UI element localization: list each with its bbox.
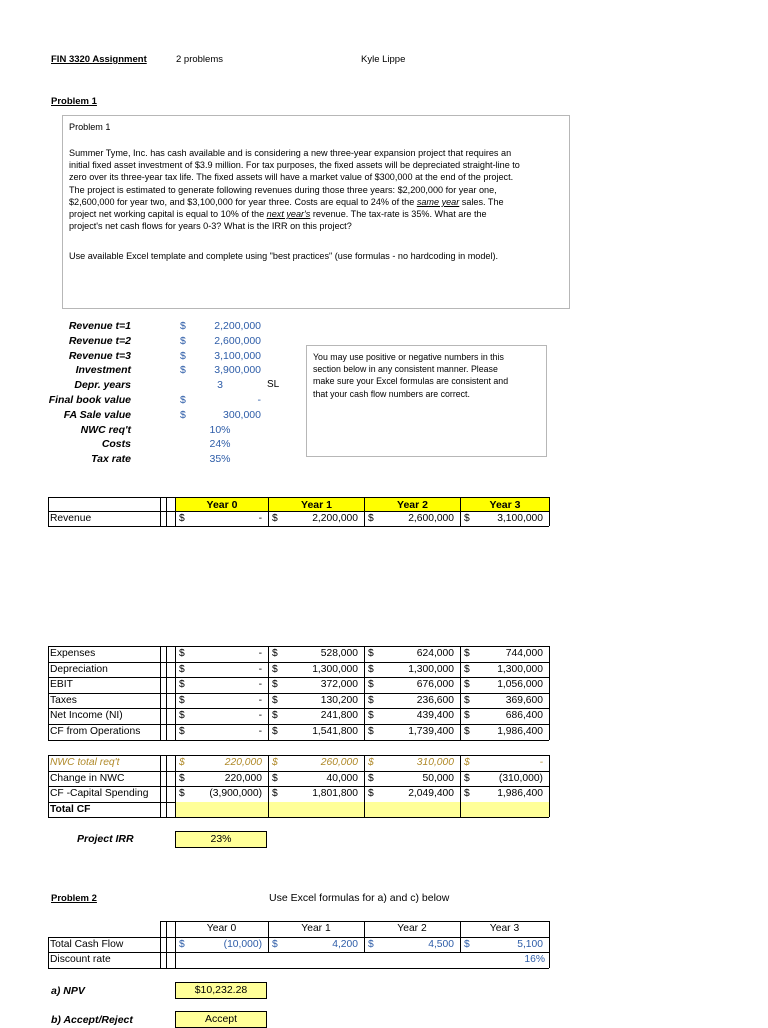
cell-value: (3,900,000) [209, 788, 262, 800]
input-dollar: $ [180, 394, 186, 406]
grid-line [268, 755, 269, 817]
cell-value: 310,000 [416, 757, 454, 768]
dollar-sign: $ [272, 757, 278, 768]
problem2-heading: Problem 2 [51, 893, 97, 904]
npv-label: a) NPV [51, 985, 85, 997]
irr-value: 23% [175, 831, 267, 848]
description-line: The project is estimated to generate following revenues during those three years: $2,200,000 for year one, [69, 184, 497, 195]
grid-line [175, 921, 176, 968]
input-label: Costs [101, 438, 131, 451]
grid-line [364, 921, 365, 952]
note-text: You may use positive or negative numbers in this section below in any consistent manner. Please make sure your Excel formulas are consistent and that your cash flow numbers are correct. [313, 352, 509, 399]
problem1-heading: Problem 1 [51, 96, 97, 107]
row-label: CF from Operations [50, 726, 141, 737]
grid-line [48, 526, 549, 527]
input-value: 35% [209, 453, 231, 466]
grid-line [48, 497, 49, 526]
npv-value: $10,232.28 [175, 982, 267, 999]
grid-line [166, 497, 167, 526]
input-value: - [257, 394, 261, 406]
grid-line [175, 755, 176, 817]
year-header: Year 3 [460, 497, 550, 512]
grid-line [48, 937, 49, 968]
year-header: Year 2 [364, 497, 461, 512]
problem2-instruction: Use Excel formulas for a) and c) below [269, 892, 450, 904]
year-header: Year 1 [268, 497, 365, 512]
cell-value: 130,200 [320, 694, 358, 706]
dollar-sign: $ [368, 648, 374, 659]
dollar-sign: $ [179, 726, 185, 737]
row-label: CF -Capital Spending [50, 788, 149, 800]
grid-line [549, 646, 550, 740]
dollar-sign: $ [464, 772, 470, 784]
grid-line [364, 755, 365, 817]
row-label: Discount rate [50, 954, 111, 965]
row-label: Taxes [50, 694, 77, 706]
grid-line [166, 921, 167, 968]
grid-line [48, 755, 49, 817]
row-label: Depreciation [50, 663, 108, 675]
dollar-sign: $ [464, 663, 470, 675]
cell-value: 220,000 [224, 772, 262, 784]
dollar-sign: $ [368, 788, 374, 800]
grid-line [166, 755, 167, 817]
cell-value: 1,986,400 [497, 788, 543, 800]
input-dollar: $ [180, 364, 186, 377]
cell-value: 4,200 [332, 938, 358, 950]
cell-value: 220,000 [224, 757, 262, 768]
cell-value: 1,300,000 [408, 663, 454, 675]
irr-label: Project IRR [77, 833, 134, 845]
dollar-sign: $ [272, 513, 278, 524]
cell-value: 676,000 [416, 679, 454, 691]
emphasis-next-year: next year's [266, 209, 311, 220]
cell-value: 2,600,000 [408, 513, 454, 524]
grid-line [549, 921, 550, 968]
grid-line [48, 952, 549, 953]
cell-value: - [258, 648, 262, 659]
dollar-sign: $ [272, 694, 278, 706]
row-label: EBIT [50, 679, 73, 691]
dollar-sign: $ [272, 710, 278, 722]
row-label: Revenue [50, 513, 92, 524]
dollar-sign: $ [272, 663, 278, 675]
description-line: initial fixed asset investment of $3.9 million. For tax purposes, the fixed assets will be depreciated straight-line to [69, 160, 520, 171]
dollar-sign: $ [179, 772, 185, 784]
cell-value: 236,600 [416, 694, 454, 706]
row-label: Net Income (NI) [50, 710, 123, 722]
dollar-sign: $ [464, 513, 470, 524]
cell-value: 686,400 [505, 710, 543, 722]
problem1-description [69, 147, 569, 232]
row-label: Total Cash Flow [50, 938, 124, 950]
dollar-sign: $ [368, 772, 374, 784]
description-line: zero over its three-year tax life. The fixed assets will have a market value of $300,000 at the end of the project. [69, 172, 514, 183]
problem1-description-box [62, 115, 570, 309]
dollar-sign: $ [464, 757, 470, 768]
cell-value: 624,000 [416, 648, 454, 659]
row-label: Expenses [50, 648, 96, 659]
dollar-sign: $ [179, 788, 185, 800]
cell-value: (310,000) [498, 772, 543, 784]
dollar-sign: $ [272, 938, 278, 950]
dollar-sign: $ [368, 726, 374, 737]
dollar-sign: $ [368, 694, 374, 706]
problems-count: 2 problems [176, 54, 223, 65]
grid-line [175, 646, 176, 740]
input-value: 3,900,000 [214, 364, 261, 377]
cell-value: 5,100 [517, 938, 543, 950]
cell-value: 369,600 [505, 694, 543, 706]
grid-line [160, 646, 161, 740]
year-header: Year 2 [397, 923, 427, 934]
cell-value: 40,000 [326, 772, 358, 784]
cell-value: - [258, 663, 262, 675]
decision-label: b) Accept/Reject [51, 1014, 133, 1026]
grid-line [364, 511, 365, 526]
cell-value: 4,500 [428, 938, 454, 950]
cell-value [189, 803, 262, 817]
discount-rate-value: 16% [524, 954, 545, 965]
description-line: project's net cash flows for years 0-3? What is the IRR on this project? [69, 221, 352, 232]
input-label: NWC req't [80, 423, 131, 436]
dollar-sign: $ [368, 663, 374, 675]
grid-line [48, 740, 549, 741]
grid-line [48, 497, 175, 498]
cell-value [474, 803, 543, 817]
input-value: 3 [217, 379, 223, 392]
year-header: Year 3 [489, 923, 520, 934]
dollar-sign: $ [368, 710, 374, 722]
input-value: 2,200,000 [214, 320, 261, 332]
cell-value: 528,000 [320, 648, 358, 659]
emphasis-same-year: same year [416, 196, 460, 207]
year-header: Year 0 [175, 497, 269, 512]
grid-line [48, 968, 549, 969]
cell-value: (10,000) [223, 938, 262, 950]
grid-line [48, 817, 549, 818]
input-dollar: $ [180, 349, 186, 362]
grid-line [460, 755, 461, 817]
grid-line [166, 646, 167, 740]
dollar-sign: $ [272, 679, 278, 691]
problem1-instruction: Use available Excel template and complete using "best practices" (use formulas - no hardcoding in model). [69, 251, 499, 261]
dollar-sign: $ [368, 679, 374, 691]
cell-value: - [539, 757, 543, 768]
cell-value: 3,100,000 [497, 513, 543, 524]
input-label: Tax rate [91, 453, 131, 466]
cell-value [282, 803, 358, 817]
input-label: Revenue t=2 [68, 334, 131, 347]
input-value: 10% [209, 423, 231, 436]
input-value: 300,000 [223, 408, 261, 421]
row-label: Change in NWC [50, 772, 125, 784]
grid-line [460, 921, 461, 952]
cell-value: 241,800 [320, 710, 358, 722]
cell-value: - [258, 726, 262, 737]
description-line: $2,600,000 for year two, and $3,100,000 for year three. Costs are equal to 24% of the same year sales. The [69, 196, 504, 207]
dollar-sign: $ [464, 694, 470, 706]
grid-line [549, 511, 550, 526]
description-line: Summer Tyme, Inc. has cash available and is considering a new three-year expansion project that requires an [69, 148, 512, 158]
grid-line [48, 646, 49, 740]
dollar-sign: $ [179, 513, 185, 524]
cell-value: 1,300,000 [312, 663, 358, 675]
grid-line [48, 937, 549, 938]
input-value: 3,100,000 [214, 349, 261, 362]
dollar-sign: $ [464, 938, 470, 950]
cell-value: 439,400 [416, 710, 454, 722]
dollar-sign: $ [368, 757, 374, 768]
decision-value: Accept [175, 1011, 267, 1028]
input-value: 24% [209, 438, 231, 451]
cell-value: - [258, 513, 262, 524]
input-label: Revenue t=1 [68, 320, 131, 332]
course-title: FIN 3320 Assignment [51, 54, 147, 65]
cell-value: 1,739,400 [408, 726, 454, 737]
grid-line [549, 755, 550, 817]
dollar-sign: $ [179, 663, 185, 675]
cell-value: 260,000 [320, 757, 358, 768]
grid-line [160, 921, 549, 922]
input-dollar: $ [180, 334, 186, 347]
dollar-sign: $ [464, 726, 470, 737]
cell-value: - [258, 694, 262, 706]
row-label: Total CF [50, 803, 91, 815]
grid-line [160, 755, 161, 817]
dollar-sign: $ [464, 679, 470, 691]
year-header: Year 1 [301, 923, 331, 934]
dollar-sign: $ [464, 710, 470, 722]
cell-value: 2,049,400 [408, 788, 454, 800]
grid-line [268, 921, 269, 952]
dollar-sign: $ [179, 757, 185, 768]
cell-value: 50,000 [422, 772, 454, 784]
dollar-sign: $ [464, 788, 470, 800]
dollar-sign: $ [368, 513, 374, 524]
cell-value: 2,200,000 [312, 513, 358, 524]
grid-line [460, 511, 461, 526]
cell-value: - [258, 710, 262, 722]
input-dollar: $ [180, 320, 186, 332]
dollar-sign: $ [464, 648, 470, 659]
dollar-sign: $ [272, 648, 278, 659]
cell-value: 1,986,400 [497, 726, 543, 737]
grid-line [175, 497, 176, 526]
cell-value: 1,300,000 [497, 663, 543, 675]
grid-line [460, 646, 461, 740]
grid-line [160, 921, 161, 968]
dollar-sign: $ [179, 938, 185, 950]
cell-value: 372,000 [320, 679, 358, 691]
cell-value: 1,541,800 [312, 726, 358, 737]
dollar-sign: $ [179, 648, 185, 659]
dollar-sign: $ [368, 938, 374, 950]
description-line: project net working capital is equal to 10% of the next year's revenue. The tax-rate is 35%. What are the [69, 209, 487, 220]
cell-value: - [258, 679, 262, 691]
author-name: Kyle Lippe [361, 54, 406, 65]
cell-value: 744,000 [505, 648, 543, 659]
input-method: SL [267, 379, 280, 391]
grid-line [364, 646, 365, 740]
grid-line [268, 511, 269, 526]
dollar-sign: $ [272, 772, 278, 784]
dollar-sign: $ [179, 679, 185, 691]
input-label: Final book value [48, 394, 131, 406]
dollar-sign: $ [272, 788, 278, 800]
cell-value: 1,801,800 [312, 788, 358, 800]
year-header: Year 0 [206, 923, 237, 934]
row-label: NWC total req't [50, 757, 120, 768]
input-label: Revenue t=3 [68, 349, 131, 362]
cell-value: 1,056,000 [497, 679, 543, 691]
input-label: Depr. years [74, 379, 131, 392]
input-label: FA Sale value [63, 408, 131, 421]
dollar-sign: $ [272, 726, 278, 737]
dollar-sign: $ [179, 710, 185, 722]
problem1-box-title: Problem 1 [69, 122, 111, 132]
input-dollar: $ [180, 408, 186, 421]
input-label: Investment [75, 364, 131, 377]
cell-value [378, 803, 454, 817]
note-box [306, 345, 547, 457]
input-value: 2,600,000 [214, 334, 261, 347]
dollar-sign: $ [179, 694, 185, 706]
grid-line [268, 646, 269, 740]
